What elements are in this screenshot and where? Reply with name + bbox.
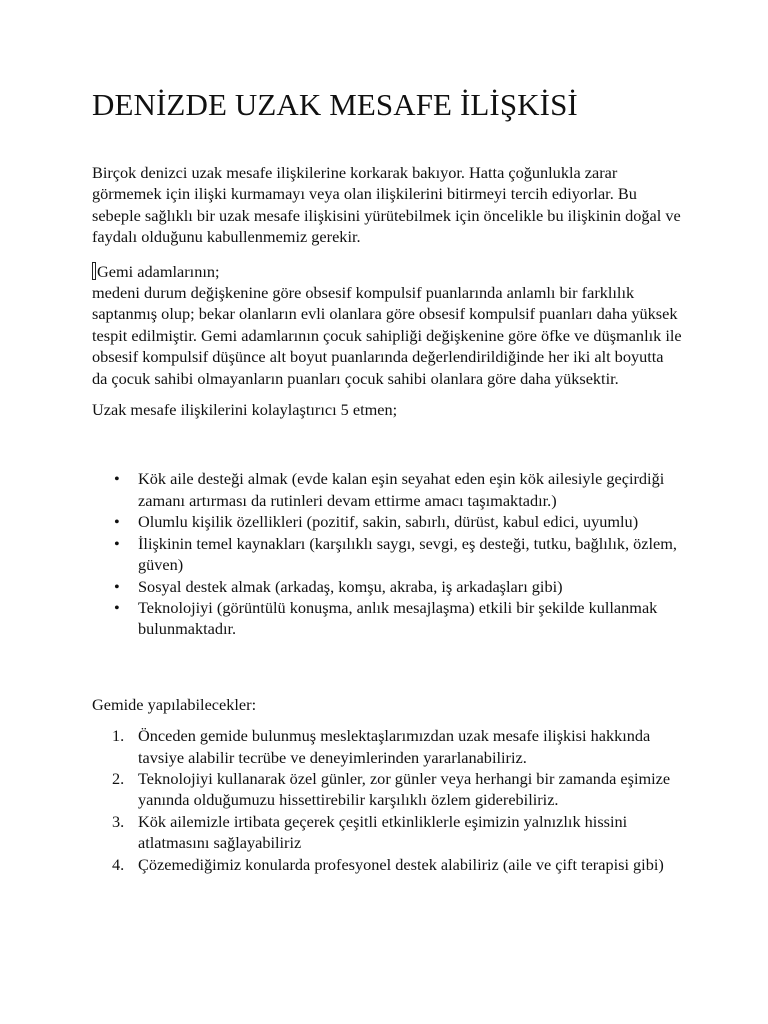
gemi-adamlari-section — [92, 261, 682, 389]
intro-paragraph[interactable]: Birçok denizci uzak mesafe ilişkilerine korkarak bakıyor. Hatta çoğunlukla zarar görmemek için ilişki kurmamayı veya olan ilişkilerini bitirmeyi tercih ediyorlar. Bu sebeple sağlıklı bir uzak mesafe ilişkisini yürütebilmek için öncelikle bu ilişkinin doğal ve faydalı olduğunu kabullenmemiz gerekir. — [92, 163, 681, 247]
list-item-text: İlişkinin temel kaynakları (karşılıklı saygı, sevgi, eş desteği, tutku, bağlılık, özlem, güven) — [138, 533, 677, 575]
list-item[interactable] — [92, 468, 682, 511]
list-item[interactable] — [92, 725, 682, 768]
document-title: DENİZDE UZAK MESAFE İLİŞKİSİ — [92, 87, 578, 122]
bullet-icon: • — [114, 469, 120, 489]
list-item[interactable] — [92, 811, 682, 854]
list-item[interactable] — [92, 854, 682, 875]
gemi-paragraph[interactable]: medeni durum değişkenine göre obsesif kompulsif puanlarında anlamlı bir farklılık saptanmış olup; bekar olanların evli olanlara göre obsesif kompulsif puanları daha yüksek tespit edilmiştir. Gemi adamlarının çocuk sahipliği değişkenine göre öfke ve düşmanlık ile obsesif kompulsif düşünce alt boyut puanlarında değerlendirildiğinde her iki alt boyutta da çocuk sahibi olmayanların puanları çocuk sahibi olanlara göre daha yüksektir. — [92, 283, 682, 388]
list-item[interactable] — [92, 511, 682, 532]
list-item-text: Kök aile desteği almak (evde kalan eşin seyahat eden eşin kök ailesiyle geçirdiği zamanı artırması da rutinleri devam ettirme amacı taşımaktadır.) — [138, 469, 665, 510]
list-number: 4. — [112, 854, 125, 874]
bullet-icon: • — [114, 597, 120, 617]
list-item-text: Önceden gemide bulunmuş meslektaşlarımızdan uzak mesafe ilişkisi hakkında tavsiye alabilir tecrübe ve deneyimlerinden yararlanabiliriz. — [138, 726, 651, 767]
gemi-heading-line[interactable] — [92, 261, 682, 282]
list-item-text: Teknolojiyi (görüntülü konuşma, anlık mesajlaşma) etkili bir şekilde kullanmak bulunmaktadır. — [138, 597, 658, 639]
list-number: 3. — [112, 811, 125, 831]
bullet-icon: • — [114, 576, 120, 596]
list-number: 1. — [112, 726, 125, 746]
list-item[interactable] — [92, 597, 682, 640]
document-body — [92, 86, 682, 875]
list-item-text: Teknolojiyi kullanarak özel günler, zor günler veya herhangi bir zamanda eşimize yanında olduğumuzu hissettirebilir karşılıklı özlem giderebiliriz. — [138, 768, 671, 810]
text-cursor — [92, 262, 96, 280]
bullet-icon: • — [114, 533, 120, 553]
list-item[interactable] — [92, 576, 682, 597]
factors-heading[interactable]: Uzak mesafe ilişkilerini kolaylaştırıcı 5 etmen; — [92, 400, 398, 420]
ship-heading[interactable]: Gemide yapılabilecekler: — [92, 694, 257, 714]
gemi-heading: Gemi adamlarının; — [97, 261, 220, 281]
list-item-text: Olumlu kişilik özellikleri (pozitif, sakin, sabırlı, dürüst, kabul edici, uyumlu) — [138, 512, 639, 532]
list-item-text: Sosyal destek almak (arkadaş, komşu, akraba, iş arkadaşları gibi) — [138, 576, 563, 596]
ship-list — [92, 725, 682, 875]
factors-list — [92, 468, 682, 639]
list-item[interactable] — [92, 533, 682, 576]
list-item-text: Kök ailemizle irtibata geçerek çeşitli etkinliklerle eşimizin yalnızlık hissini atlatmasını sağlayabiliriz — [138, 811, 628, 853]
list-item-text: Çözemediğimiz konularda profesyonel destek alabiliriz (aile ve çift terapisi gibi) — [138, 854, 664, 874]
list-number: 2. — [112, 768, 125, 788]
bullet-icon: • — [114, 512, 120, 532]
list-item[interactable] — [92, 768, 682, 811]
